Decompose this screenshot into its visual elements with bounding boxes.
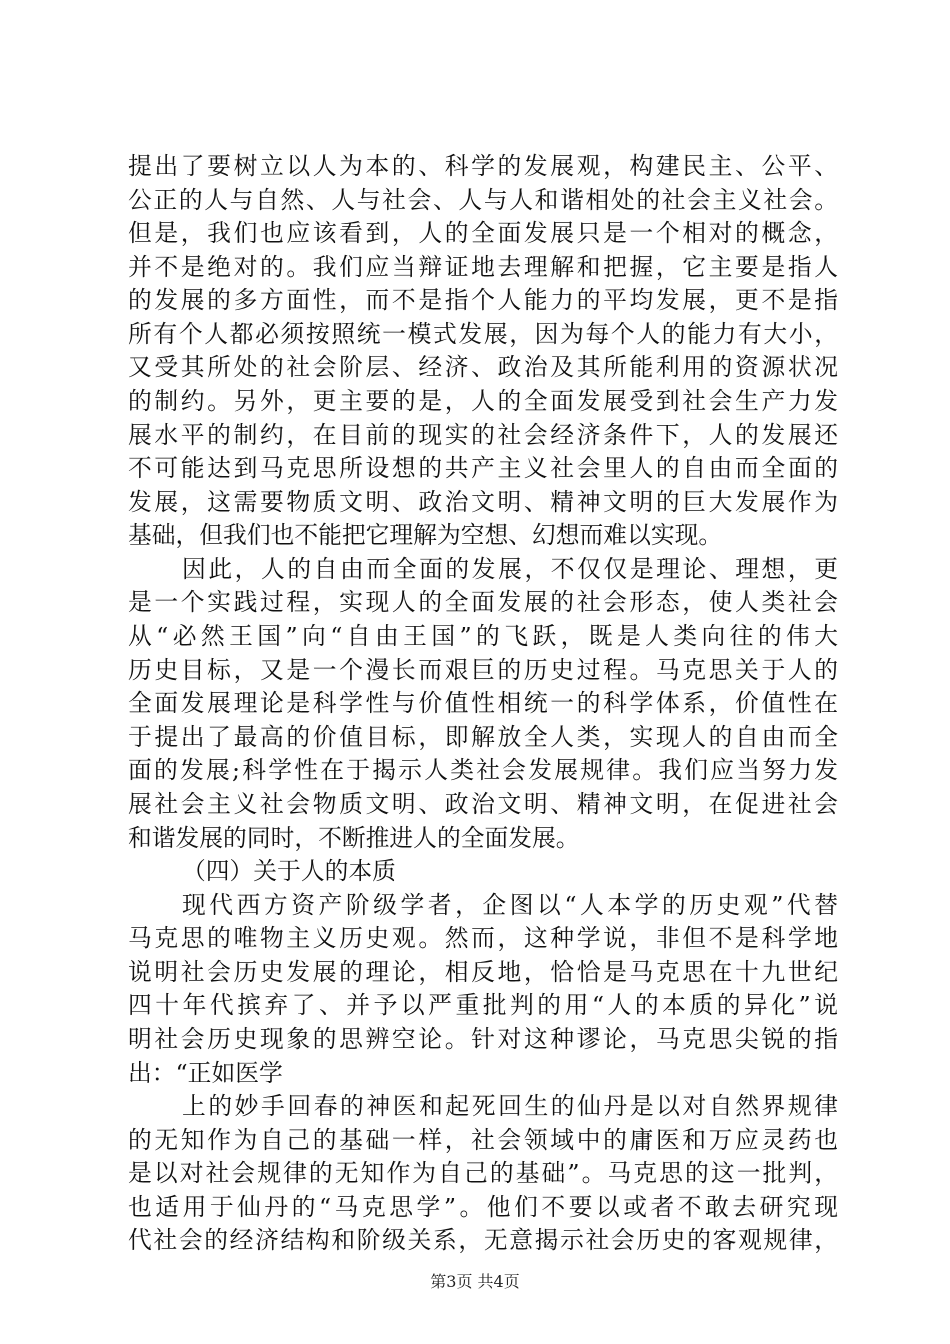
text-line: 展社会主义社会物质文明、政治文明、精神文明，在促进社会 [128, 789, 838, 818]
page-footer: 第3页 共4页 [430, 1272, 520, 1291]
text-line: 历史目标，又是一个漫长而艰巨的历史过程。马克思关于人的 [128, 655, 838, 684]
text-line: 公正的人与自然、人与社会、人与人和谐相处的社会主义社会。 [128, 185, 838, 214]
text-line: 明社会历史现象的思辨空论。针对这种谬论，马克思尖锐的指 [128, 1024, 838, 1053]
text-line: 展水平的制约，在目前的现实的社会经济条件下，人的发展还 [128, 420, 838, 449]
text-line: 四十年代摈弃了、并予以严重批判的用“人的本质的异化”说 [128, 991, 838, 1020]
text-line: 面的发展;科学性在于揭示人类社会发展规律。我们应当努力发 [128, 756, 838, 785]
text-line: 也适用于仙丹的“马克思学”。他们不要以或者不敢去研究现 [128, 1192, 838, 1221]
text-line: 提出了要树立以人为本的、科学的发展观，构建民主、公平、 [128, 152, 838, 180]
text-line: 又受其所处的社会阶层、经济、政治及其所能利用的资源状况 [128, 353, 838, 382]
text-line: 代社会的经济结构和阶级关系，无意揭示社会历史的客观规律， [128, 1226, 838, 1255]
text-line: 但是，我们也应该看到，人的全面发展只是一个相对的概念， [128, 219, 838, 248]
text-line: 是以对社会规律的无知作为自己的基础”。马克思的这一批判， [128, 1159, 838, 1188]
text-line: 上的妙手回春的神医和起死回生的仙丹是以对自然界规律 [182, 1092, 838, 1121]
text-line: 发展，这需要物质文明、政治文明、精神文明的巨大发展作为 [128, 487, 838, 516]
text-line: 和谐发展的同时，不断推进人的全面发展。 [128, 823, 580, 852]
text-line: 现代西方资产阶级学者，企图以“人本学的历史观”代替 [182, 890, 838, 919]
text-line: 说明社会历史发展的理论，相反地，恰恰是马克思在十九世纪 [128, 957, 838, 986]
text-line: 所有个人都必须按照统一模式发展，因为每个人的能力有大小， [128, 319, 838, 348]
text-line: 于提出了最高的价值目标，即解放全人类，实现人的自由而全 [128, 722, 838, 751]
text-line: 并不是绝对的。我们应当辩证地去理解和把握，它主要是指人 [128, 252, 838, 281]
text-line: 的无知作为自己的基础一样，社会领域中的庸医和万应灵药也 [128, 1125, 838, 1154]
text-line: 因此，人的自由而全面的发展，不仅仅是理论、理想，更 [182, 554, 838, 583]
text-line: 的制约。另外，更主要的是，人的全面发展受到社会生产力发 [128, 387, 838, 416]
text-line: 马克思的唯物主义历史观。然而，这种学说，非但不是科学地 [128, 924, 838, 953]
text-line: 是一个实践过程，实现人的全面发展的社会形态，使人类社会 [128, 588, 838, 617]
text-line: 不可能达到马克思所设想的共产主义社会里人的自由而全面的 [128, 454, 838, 483]
text-line: 从“必然王国”向“自由王国”的飞跃，既是人类向往的伟大 [128, 622, 838, 651]
section-heading: （四）关于人的本质 [182, 857, 396, 886]
text-line: 基础，但我们也不能把它理解为空想、幻想而难以实现。 [128, 521, 723, 550]
text-line: 出：“正如医学 [128, 1058, 283, 1087]
text-line: 的发展的多方面性，而不是指个人能力的平均发展，更不是指 [128, 286, 838, 315]
text-line: 全面发展理论是科学性与价值性相统一的科学体系，价值性在 [128, 689, 838, 718]
